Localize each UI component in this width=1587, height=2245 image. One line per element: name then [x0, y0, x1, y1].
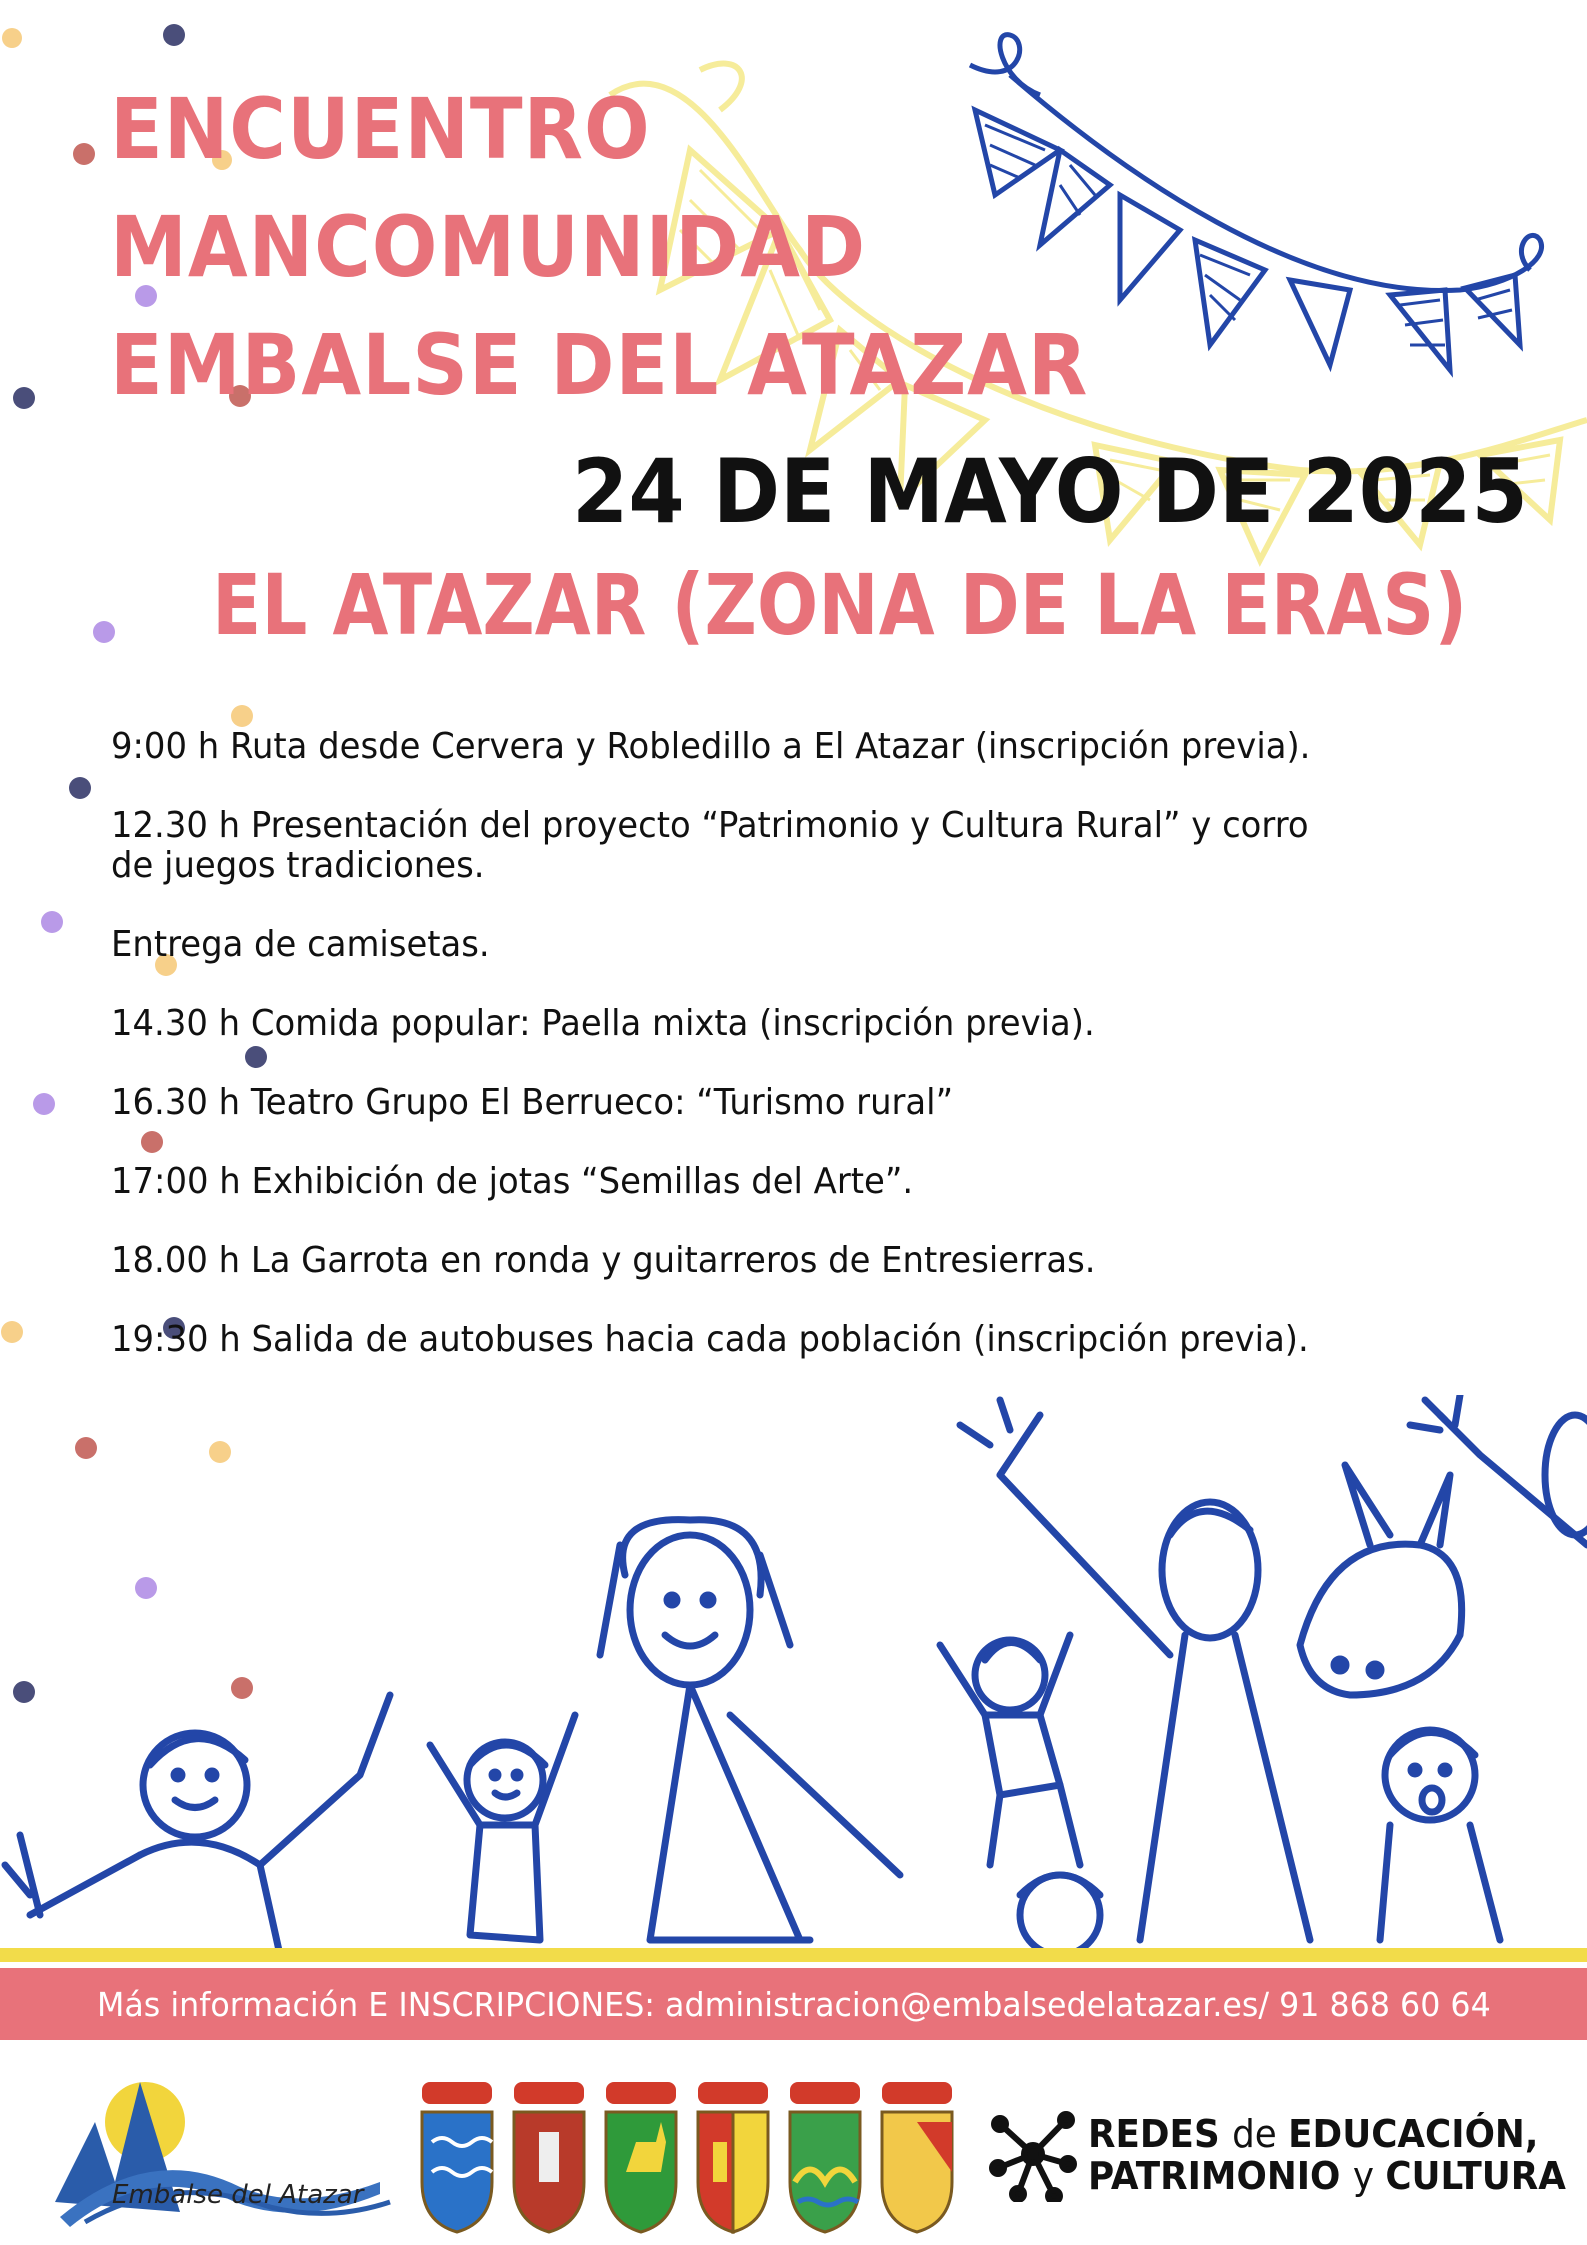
network-icon	[988, 2106, 1078, 2202]
program-item: 14.30 h Comida popular: Paella mixta (inscripción previa).	[111, 1003, 1095, 1044]
embalse-logo-text: Embalse del Atazar	[112, 2180, 364, 2210]
program-item: 19:30 h Salida de autobuses hacia cada población (inscripción previa).	[111, 1319, 1309, 1360]
redes-logo	[988, 2102, 1578, 2212]
program-item: 12.30 h Presentación del proyecto “Patrimonio y Cultura Rural” y corro	[111, 805, 1309, 846]
redes-word-cultura: CULTURA	[1385, 2154, 1566, 2198]
event-title	[110, 70, 1173, 424]
program-item: 17:00 h Exhibición de jotas “Semillas del Arte”.	[111, 1161, 914, 1202]
program-item: 9:00 h Ruta desde Cervera y Robledillo a El Atazar (inscripción previa).	[111, 726, 1311, 767]
program-item: 18.00 h La Garrota en ronda y guitarreros de Entresierras.	[111, 1240, 1096, 1281]
redes-word-educacion: EDUCACIÓN,	[1288, 2112, 1539, 2156]
people-drawing	[0, 1395, 1587, 1955]
info-text: Más información E INSCRIPCIONES: administracion@embalsedelatazar.es/ 91 868 60 64	[96, 1984, 1491, 2024]
event-date: 24 DE MAYO DE 2025	[572, 440, 1528, 543]
redes-word-patrimonio: PATRIMONIO	[1088, 2154, 1353, 2198]
info-bar	[0, 1968, 1587, 2040]
title-line-3: EMBALSE DEL ATAZAR	[110, 316, 1089, 414]
yellow-band	[0, 1948, 1587, 1962]
footer-logos	[0, 2052, 1587, 2245]
program-item: Entrega de camisetas.	[111, 924, 490, 965]
redes-word-de: de	[1232, 2112, 1289, 2156]
program-item: de juegos tradiciones.	[111, 845, 485, 886]
event-place: EL ATAZAR (ZONA DE LA ERAS)	[212, 556, 1468, 654]
embalse-logo-icon	[40, 2062, 400, 2242]
title-line-1: ENCUENTRO	[110, 80, 651, 178]
redes-word-y: y	[1352, 2154, 1386, 2198]
municipal-shields-icon	[412, 2062, 972, 2242]
title-line-2: MANCOMUNIDAD	[110, 198, 867, 296]
program-item: 16.30 h Teatro Grupo El Berrueco: “Turismo rural”	[111, 1082, 954, 1123]
redes-line-2	[1088, 2154, 1566, 2198]
redes-line-1	[1088, 2112, 1538, 2156]
program-list	[111, 727, 1491, 1399]
redes-word: REDES	[1088, 2112, 1233, 2156]
